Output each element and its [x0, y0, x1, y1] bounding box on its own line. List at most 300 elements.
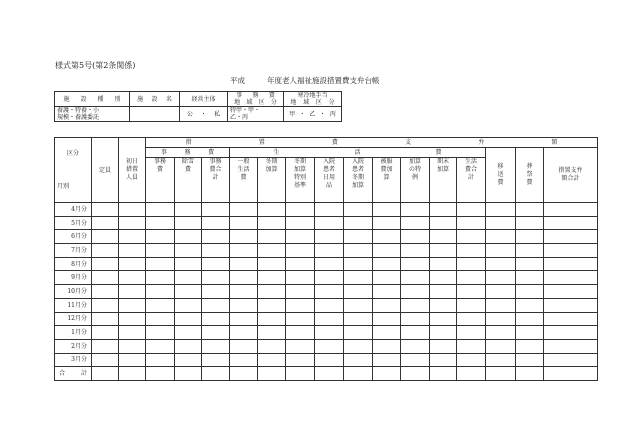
- ledger-cell: [92, 271, 119, 285]
- cold-area-header-line2: [284, 99, 341, 106]
- ledger-cell: [544, 285, 598, 299]
- cold-area-value: [284, 107, 342, 122]
- ledger-cell: [286, 298, 315, 312]
- ledger-cell: [401, 271, 430, 285]
- list-char: 務: [252, 92, 259, 99]
- table-row: [55, 216, 598, 230]
- header-line: 移: [497, 163, 504, 170]
- ledger-cell: [230, 353, 258, 367]
- ledger-cell: [175, 285, 202, 299]
- total-cell: [401, 367, 430, 381]
- ledger-cell: [544, 203, 598, 217]
- ledger-cell: [315, 353, 344, 367]
- ledger-cell: [486, 271, 516, 285]
- ledger-cell: [230, 244, 258, 258]
- ledger-cell: [315, 339, 344, 353]
- office-area-line2: 乙・丙: [230, 114, 249, 121]
- living-expense-group: [230, 148, 486, 158]
- header-line: 加算: [436, 166, 449, 173]
- header-line: 冬期: [351, 174, 364, 181]
- ledger-cell: [315, 230, 344, 244]
- month-row-label: 12月分: [55, 312, 92, 326]
- total-cell: [119, 367, 146, 381]
- ledger-cell: [258, 216, 286, 230]
- ledger-cell: [401, 285, 430, 299]
- ledger-cell: [286, 339, 315, 353]
- list-char: 額: [551, 139, 558, 146]
- ledger-cell: [119, 203, 146, 217]
- category-month-header: [55, 138, 92, 203]
- header-line: 送: [497, 171, 504, 178]
- title-era: 平成: [230, 76, 245, 85]
- ledger-cell: [92, 203, 119, 217]
- ledger-cell: [544, 216, 598, 230]
- ledger-cell: [430, 312, 457, 326]
- list-char: 費: [331, 139, 338, 146]
- table-row: [55, 298, 598, 312]
- ledger-cell: [146, 298, 175, 312]
- ledger-cell: [430, 230, 457, 244]
- list-char: ・: [319, 110, 326, 118]
- facility-type-header: [55, 92, 130, 107]
- ledger-cell: [119, 216, 146, 230]
- ledger-cell: [516, 326, 544, 340]
- ledger-cell: [119, 285, 146, 299]
- ledger-cell: [258, 271, 286, 285]
- total-cell: [430, 367, 457, 381]
- ledger-cell: [119, 339, 146, 353]
- table-row: [55, 257, 598, 271]
- header-line: 品: [325, 182, 332, 189]
- ledger-cell: [344, 312, 373, 326]
- ledger-cell: [486, 216, 516, 230]
- facility-name-header-text: [130, 96, 179, 103]
- header-line: 費: [184, 166, 191, 173]
- ledger-cell: [146, 353, 175, 367]
- header-line: 費: [156, 166, 163, 173]
- ledger-cell: [373, 203, 401, 217]
- ledger-cell: [286, 244, 315, 258]
- total-label-text: [55, 370, 91, 377]
- life-col-8-header: [457, 158, 486, 203]
- ledger-cell: [230, 285, 258, 299]
- total-cell: [258, 367, 286, 381]
- ledger-cell: [146, 339, 175, 353]
- ledger-cell: [516, 312, 544, 326]
- ledger-cell: [92, 326, 119, 340]
- ledger-cell: [258, 298, 286, 312]
- ledger-cell: [175, 230, 202, 244]
- table-row: [55, 244, 598, 258]
- ledger-cell: [119, 353, 146, 367]
- header-line: 費: [240, 174, 247, 181]
- header-line: 費合: [209, 166, 222, 173]
- total-cell: [544, 367, 598, 381]
- facility-name-header: [130, 92, 180, 107]
- list-char: 丙: [329, 110, 336, 118]
- form-number: 様式第5号(第2条関係): [55, 61, 136, 70]
- ledger-cell: [315, 285, 344, 299]
- ledger-cell: [146, 271, 175, 285]
- ledger-cell: [373, 285, 401, 299]
- total-cell: [516, 367, 544, 381]
- header-line: 入院: [351, 158, 364, 165]
- ledger-cell: [202, 271, 230, 285]
- header-line: 算: [383, 174, 390, 181]
- ledger-cell: [92, 353, 119, 367]
- list-char: ・: [299, 110, 306, 118]
- life-col-1-header: [258, 158, 286, 203]
- ledger-cell: [315, 216, 344, 230]
- ledger-cell: [230, 326, 258, 340]
- ledger-cell: [486, 312, 516, 326]
- operator-header: 経営主体: [180, 92, 228, 107]
- life-col-2-header: [286, 158, 315, 203]
- ledger-cell: [202, 339, 230, 353]
- list-char: 生: [273, 149, 280, 156]
- ledger-cell: [401, 326, 430, 340]
- ledger-cell: [544, 271, 598, 285]
- ledger-cell: [202, 257, 230, 271]
- ledger-cell: [430, 339, 457, 353]
- ledger-cell: [457, 353, 486, 367]
- office-expense-group: [146, 148, 230, 158]
- category-label: 区分: [66, 150, 79, 157]
- ledger-cell: [315, 271, 344, 285]
- month-row-label: 6月分: [55, 230, 92, 244]
- ledger-cell: [486, 285, 516, 299]
- header-line: 措置: [125, 166, 138, 173]
- ledger-cell: [175, 353, 202, 367]
- funeral-header: [516, 148, 544, 203]
- total-cell: [286, 367, 315, 381]
- header-line: 生活: [464, 158, 477, 165]
- ledger-cell: [258, 285, 286, 299]
- list-char: 設: [80, 95, 87, 103]
- ledger-cell: [516, 203, 544, 217]
- ledger-cell: [92, 216, 119, 230]
- ledger-cell: [486, 326, 516, 340]
- ledger-cell: [175, 203, 202, 217]
- ledger-cell: [230, 216, 258, 230]
- ledger-cell: [202, 203, 230, 217]
- ledger-cell: [344, 339, 373, 353]
- table-row: [55, 339, 598, 353]
- header-line: 葬: [526, 163, 533, 170]
- ledger-cell: [258, 257, 286, 271]
- facility-name-value: [130, 107, 180, 122]
- header-line: 加算: [293, 166, 306, 173]
- list-char: 務: [184, 149, 191, 156]
- ledger-cell: [544, 339, 598, 353]
- ledger-cell: [544, 312, 598, 326]
- ledger-cell: [544, 230, 598, 244]
- ledger-cell: [258, 244, 286, 258]
- ledger-cell: [344, 203, 373, 217]
- header-line: の特: [408, 166, 421, 173]
- list-char: 置: [258, 139, 265, 146]
- header-line: 計: [212, 174, 219, 181]
- header-line: 基準: [293, 182, 306, 189]
- list-char: 分: [328, 99, 335, 106]
- ledger-cell: [286, 216, 315, 230]
- ledger-cell: [486, 203, 516, 217]
- header-line: 人員: [125, 174, 138, 181]
- title-text: 年度老人福祉施設措置費支弁台帳: [267, 76, 380, 85]
- life-col-4-header: [344, 158, 373, 203]
- ledger-cell: [344, 298, 373, 312]
- header-line: 冬期: [293, 158, 306, 165]
- office-expense-group-title: [146, 149, 229, 156]
- header-line: 事務: [209, 158, 222, 165]
- ledger-cell: [344, 257, 373, 271]
- ledger-cell: [401, 216, 430, 230]
- list-char: 活: [354, 149, 361, 156]
- total-cell: [457, 367, 486, 381]
- list-char: 別: [114, 95, 121, 103]
- ledger-cell: [373, 353, 401, 367]
- header-line: 加算: [351, 182, 364, 189]
- facility-type-header-text: [55, 96, 129, 103]
- ledger-cell: [230, 257, 258, 271]
- month-row-label: 2月分: [55, 339, 92, 353]
- ledger-cell: [175, 257, 202, 271]
- header-line: 計: [467, 174, 474, 181]
- month-row-label: 3月分: [55, 353, 92, 367]
- ledger-cell: [516, 271, 544, 285]
- ledger-cell: [315, 298, 344, 312]
- ledger-cell: [315, 244, 344, 258]
- total-cell: [373, 367, 401, 381]
- ledger-cell: [92, 298, 119, 312]
- list-char: 種: [97, 95, 104, 103]
- life-col-6-header: [401, 158, 430, 203]
- life-col-0-header: [230, 158, 258, 203]
- ledger-cell: [175, 216, 202, 230]
- initial-people-header: [119, 138, 146, 203]
- list-char: 事: [236, 92, 243, 99]
- ledger-cell: [457, 271, 486, 285]
- ledger-cell: [286, 326, 315, 340]
- operator-options: [180, 111, 227, 118]
- header-line: 例: [411, 174, 418, 181]
- table-row: [55, 230, 598, 244]
- ledger-cell: [92, 257, 119, 271]
- header-line: 事務: [153, 158, 166, 165]
- expense-ledger-table: [54, 137, 598, 381]
- list-char: 甲: [289, 110, 296, 118]
- ledger-cell: [457, 203, 486, 217]
- ledger-cell: [430, 353, 457, 367]
- ledger-cell: [258, 339, 286, 353]
- ledger-cell: [258, 312, 286, 326]
- ledger-cell: [258, 326, 286, 340]
- ledger-cell: [544, 326, 598, 340]
- allowance-group-header: [146, 138, 598, 148]
- ledger-cell: [373, 271, 401, 285]
- header-line: 入院: [322, 158, 335, 165]
- ledger-cell: [457, 230, 486, 244]
- office-area-value: [228, 107, 284, 122]
- ledger-cell: [315, 203, 344, 217]
- list-char: 計: [80, 370, 87, 378]
- ledger-cell: [230, 203, 258, 217]
- header-line: 加算: [408, 158, 421, 165]
- ledger-cell: [544, 353, 598, 367]
- ledger-cell: [430, 285, 457, 299]
- list-char: 費: [208, 149, 215, 156]
- list-char: 措: [185, 139, 192, 146]
- ledger-cell: [119, 271, 146, 285]
- ledger-cell: [286, 230, 315, 244]
- ledger-cell: [119, 244, 146, 258]
- ledger-cell: [202, 326, 230, 340]
- ledger-cell: [486, 298, 516, 312]
- ledger-cell: [202, 216, 230, 230]
- life-col-3-header: [315, 158, 344, 203]
- ledger-cell: [430, 244, 457, 258]
- ledger-cell: [401, 203, 430, 217]
- ledger-cell: [175, 339, 202, 353]
- ledger-cell: [544, 244, 598, 258]
- ledger-cell: [202, 230, 230, 244]
- capacity-header: 定員: [92, 138, 119, 203]
- list-char: ・: [200, 110, 207, 118]
- life-col-5-header: [373, 158, 401, 203]
- total-cell: [92, 367, 119, 381]
- ledger-cell: [146, 326, 175, 340]
- list-char: 費: [268, 92, 275, 99]
- month-row-label: 4月分: [55, 203, 92, 217]
- ledger-cell: [457, 216, 486, 230]
- header-line: 期末: [436, 158, 449, 165]
- header-line: 初日: [125, 158, 138, 165]
- ledger-cell: [286, 257, 315, 271]
- ledger-cell: [258, 353, 286, 367]
- ledger-cell: [202, 312, 230, 326]
- office-area-header-line2: [228, 99, 283, 106]
- ledger-cell: [373, 230, 401, 244]
- list-char: 費: [435, 149, 442, 156]
- month-label: 月別: [57, 183, 70, 190]
- ledger-cell: [486, 257, 516, 271]
- header-line: 加算: [265, 166, 278, 173]
- list-char: 設: [151, 95, 158, 103]
- total-allowance-header: [544, 148, 598, 203]
- header-line: 費: [526, 179, 533, 186]
- allowance-group-title: [146, 139, 597, 146]
- ledger-cell: [373, 216, 401, 230]
- ledger-cell: [401, 230, 430, 244]
- table-row: [55, 285, 598, 299]
- ledger-cell: [92, 339, 119, 353]
- month-row-label: 1月分: [55, 326, 92, 340]
- list-char: 区: [258, 99, 265, 106]
- office-area-header-line1: [228, 92, 283, 99]
- list-char: 施: [63, 95, 70, 103]
- list-char: 地: [290, 99, 297, 106]
- table-row: [55, 312, 598, 326]
- ledger-cell: [119, 312, 146, 326]
- ledger-cell: [486, 353, 516, 367]
- header-line: 被服: [380, 158, 393, 165]
- ledger-cell: [175, 312, 202, 326]
- ledger-cell: [373, 326, 401, 340]
- ledger-cell: [373, 298, 401, 312]
- ledger-cell: [430, 271, 457, 285]
- ledger-cell: [457, 257, 486, 271]
- header-line: 額合計: [561, 175, 580, 182]
- ledger-cell: [486, 244, 516, 258]
- ledger-cell: [430, 216, 457, 230]
- facility-info-table: [54, 91, 342, 122]
- list-char: 合: [59, 370, 66, 378]
- table-row: [55, 353, 598, 367]
- ledger-cell: [315, 312, 344, 326]
- ledger-cell: [430, 257, 457, 271]
- list-char: 域: [303, 99, 310, 106]
- ledger-cell: [401, 339, 430, 353]
- month-row-label: 11月分: [55, 298, 92, 312]
- ledger-cell: [175, 244, 202, 258]
- month-row-label: 5月分: [55, 216, 92, 230]
- ledger-cell: [119, 230, 146, 244]
- header-line: 患者: [322, 166, 335, 173]
- month-row-label: 8月分: [55, 257, 92, 271]
- ledger-cell: [230, 230, 258, 244]
- facility-type-line2: 規模・養護委託: [57, 114, 100, 121]
- header-line: 費合: [464, 166, 477, 173]
- ledger-cell: [457, 339, 486, 353]
- ledger-cell: [486, 230, 516, 244]
- total-cell: [146, 367, 175, 381]
- ledger-cell: [286, 203, 315, 217]
- cold-area-header-line1: 寒冷地手当: [297, 92, 328, 99]
- total-cell: [230, 367, 258, 381]
- facility-type-line1: 養護・特養・小: [57, 107, 100, 114]
- month-row-label: 7月分: [55, 244, 92, 258]
- list-char: 域: [246, 99, 253, 106]
- header-line: 費加: [380, 166, 393, 173]
- header-line: 生活: [237, 166, 250, 173]
- ledger-cell: [175, 271, 202, 285]
- office-area-line1: 特甲・甲・: [230, 107, 261, 114]
- ledger-cell: [146, 312, 175, 326]
- list-char: 地: [234, 99, 241, 106]
- ledger-cell: [344, 230, 373, 244]
- table-row: [55, 203, 598, 217]
- header-line: 患者: [351, 166, 364, 173]
- operator-value: [180, 107, 228, 122]
- list-char: 名: [165, 95, 172, 103]
- ledger-cell: [230, 271, 258, 285]
- ledger-cell: [516, 244, 544, 258]
- ledger-cell: [230, 298, 258, 312]
- ledger-cell: [344, 271, 373, 285]
- list-char: 事: [160, 149, 167, 156]
- relocation-header: [486, 148, 516, 203]
- ledger-cell: [202, 353, 230, 367]
- ledger-cell: [175, 326, 202, 340]
- list-char: 私: [214, 110, 221, 118]
- ledger-cell: [516, 216, 544, 230]
- ledger-cell: [457, 285, 486, 299]
- ledger-cell: [344, 216, 373, 230]
- ledger-cell: [92, 230, 119, 244]
- ledger-cell: [119, 257, 146, 271]
- ledger-cell: [258, 230, 286, 244]
- total-cell: [486, 367, 516, 381]
